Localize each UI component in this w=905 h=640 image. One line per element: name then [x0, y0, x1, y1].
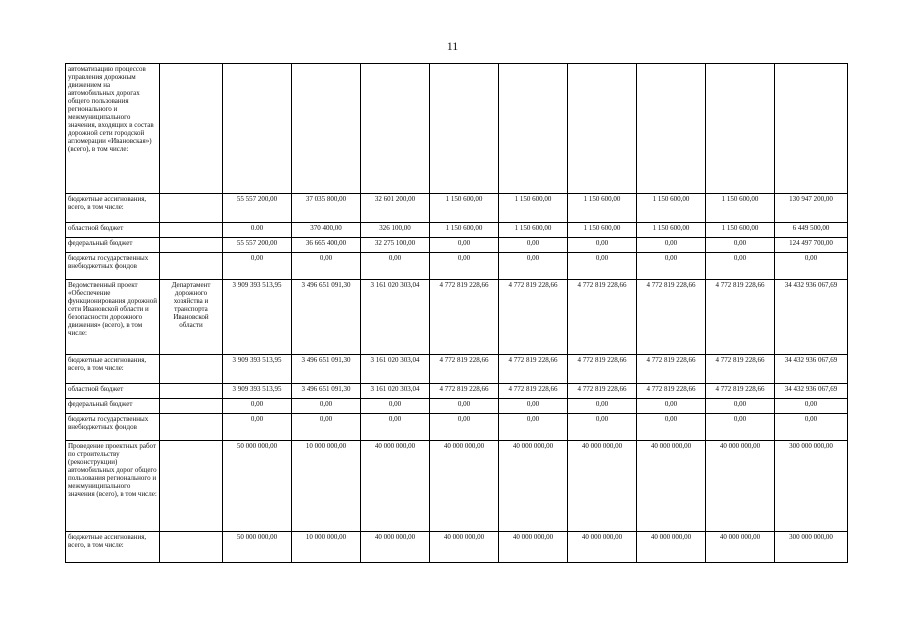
year-value-cell: 4 772 819 228,66	[430, 355, 499, 384]
responsible-executor	[160, 414, 223, 441]
year-value-cell: 0,00	[430, 238, 499, 253]
year-value-cell: 0,00	[706, 238, 775, 253]
year-value-cell: 3 496 651 091,30	[292, 355, 361, 384]
year-value-cell: 4 772 819 228,66	[637, 384, 706, 399]
year-value-cell: 32 601 200,00	[361, 194, 430, 223]
table-row	[66, 355, 848, 384]
total-value-cell: 0,00	[775, 253, 848, 280]
year-value-cell: 40 000 000,00	[637, 441, 706, 532]
year-value-cell: 1 150 600,00	[568, 223, 637, 238]
table-row	[66, 532, 848, 563]
year-value-cell: 0,00	[637, 414, 706, 441]
row-description: бюджеты государственных внебюджетных фондов	[66, 414, 160, 441]
responsible-executor	[160, 384, 223, 399]
year-value-cell: 4 772 819 228,66	[706, 280, 775, 355]
row-description: бюджеты государственных внебюджетных фондов	[66, 253, 160, 280]
year-value-cell: 3 909 393 513,95	[223, 355, 292, 384]
row-description: Ведомственный проект «Обеспечение функционирования дорожной сети Ивановской области и безопасности дорожного движения» (всего), в том числе:	[66, 280, 160, 355]
responsible-executor	[160, 355, 223, 384]
year-value-cell: 1 150 600,00	[430, 223, 499, 238]
year-value-cell: 1 150 600,00	[706, 223, 775, 238]
year-value-cell: 0,00	[706, 414, 775, 441]
budget-table	[65, 63, 848, 563]
year-value-cell: 0,00	[430, 399, 499, 414]
year-value-cell: 0,00	[706, 253, 775, 280]
year-value-cell: 0,00	[430, 414, 499, 441]
year-value-cell: 4 772 819 228,66	[706, 384, 775, 399]
row-description: бюджетные ассигнования, всего, в том числе:	[66, 355, 160, 384]
table-row	[66, 399, 848, 414]
year-value-cell: 4 772 819 228,66	[568, 384, 637, 399]
year-value-cell: 1 150 600,00	[499, 194, 568, 223]
year-value-cell: 40 000 000,00	[706, 532, 775, 563]
year-value-cell: 40 000 000,00	[430, 441, 499, 532]
year-value-cell: 0,00	[499, 253, 568, 280]
year-value-cell: 4 772 819 228,66	[499, 355, 568, 384]
table-row	[66, 384, 848, 399]
responsible-executor	[160, 64, 223, 194]
year-value-cell: 0,00	[292, 399, 361, 414]
year-value-cell: 1 150 600,00	[637, 194, 706, 223]
year-value-cell: 4 772 819 228,66	[706, 355, 775, 384]
row-description: Проведение проектных работ по строительству (реконструкции) автомобильных дорог общего пользования регионального и межмуниципального значения (всего), в том числе:	[66, 441, 160, 532]
year-value-cell: 0,00	[292, 414, 361, 441]
row-description: бюджетные ассигнования, всего, в том числе:	[66, 194, 160, 223]
year-value-cell: 1 150 600,00	[568, 194, 637, 223]
year-value-cell: 40 000 000,00	[499, 532, 568, 563]
year-value-cell: 3 496 651 091,30	[292, 280, 361, 355]
year-value-cell: 40 000 000,00	[637, 532, 706, 563]
year-value-cell: 40 000 000,00	[568, 532, 637, 563]
year-value-cell: 4 772 819 228,66	[568, 355, 637, 384]
year-value-cell: 3 161 020 303,04	[361, 280, 430, 355]
year-value-cell: 3 909 393 513,95	[223, 384, 292, 399]
year-value-cell: 3 496 651 091,30	[292, 384, 361, 399]
year-value-cell: 0,00	[499, 238, 568, 253]
year-value-cell: 1 150 600,00	[637, 223, 706, 238]
responsible-executor	[160, 194, 223, 223]
year-value-cell	[568, 64, 637, 194]
year-value-cell: 4 772 819 228,66	[430, 384, 499, 399]
year-value-cell	[223, 64, 292, 194]
year-value-cell: 3 161 020 303,04	[361, 384, 430, 399]
total-value-cell: 34 432 936 067,69	[775, 280, 848, 355]
year-value-cell: 40 000 000,00	[430, 532, 499, 563]
year-value-cell: 3 909 393 513,95	[223, 280, 292, 355]
year-value-cell: 55 557 200,00	[223, 238, 292, 253]
year-value-cell: 0,00	[223, 253, 292, 280]
year-value-cell: 0,00	[361, 253, 430, 280]
year-value-cell: 0,00	[637, 399, 706, 414]
year-value-cell: 0,00	[637, 253, 706, 280]
table-row	[66, 280, 848, 355]
year-value-cell: 0,00	[568, 399, 637, 414]
year-value-cell: 0,00	[223, 399, 292, 414]
year-value-cell: 0,00	[568, 253, 637, 280]
year-value-cell: 370 400,00	[292, 223, 361, 238]
year-value-cell: 50 000 000,00	[223, 441, 292, 532]
year-value-cell: 40 000 000,00	[499, 441, 568, 532]
year-value-cell: 0.00	[223, 223, 292, 238]
year-value-cell: 40 000 000,00	[568, 441, 637, 532]
year-value-cell: 0,00	[706, 399, 775, 414]
year-value-cell: 40 000 000,00	[706, 441, 775, 532]
total-value-cell: 300 000 000,00	[775, 441, 848, 532]
row-description: областной бюджет	[66, 223, 160, 238]
table-row	[66, 238, 848, 253]
year-value-cell: 37 035 800,00	[292, 194, 361, 223]
year-value-cell: 326 100,00	[361, 223, 430, 238]
table-row	[66, 64, 848, 194]
total-value-cell	[775, 64, 848, 194]
row-description: автоматизацию процессов управления дорожным движением на автомобильных дорогах общего пользования регионального и межмуниципального значения, входящих в состав дорожной сети городской агломерации «Ивановская») (всего), в том числе:	[66, 64, 160, 194]
total-value-cell: 130 947 200,00	[775, 194, 848, 223]
year-value-cell	[292, 64, 361, 194]
year-value-cell: 0,00	[499, 414, 568, 441]
total-value-cell: 300 000 000,00	[775, 532, 848, 563]
year-value-cell: 40 000 000,00	[361, 532, 430, 563]
year-value-cell: 50 000 000,00	[223, 532, 292, 563]
responsible-executor	[160, 253, 223, 280]
year-value-cell: 0,00	[430, 253, 499, 280]
responsible-executor	[160, 238, 223, 253]
year-value-cell: 0,00	[361, 414, 430, 441]
year-value-cell: 1 150 600,00	[706, 194, 775, 223]
year-value-cell: 36 665 400,00	[292, 238, 361, 253]
table-row	[66, 441, 848, 532]
year-value-cell: 0,00	[223, 414, 292, 441]
table-row	[66, 414, 848, 441]
year-value-cell: 4 772 819 228,66	[499, 280, 568, 355]
year-value-cell: 4 772 819 228,66	[637, 355, 706, 384]
year-value-cell	[637, 64, 706, 194]
total-value-cell: 34 432 936 067,69	[775, 384, 848, 399]
total-value-cell: 6 449 500,00	[775, 223, 848, 238]
responsible-executor	[160, 441, 223, 532]
year-value-cell: 4 772 819 228,66	[637, 280, 706, 355]
year-value-cell: 0,00	[292, 253, 361, 280]
table-row	[66, 194, 848, 223]
year-value-cell: 4 772 819 228,66	[568, 280, 637, 355]
year-value-cell: 0,00	[568, 414, 637, 441]
row-description: бюджетные ассигнования, всего, в том числе:	[66, 532, 160, 563]
year-value-cell: 0,00	[568, 238, 637, 253]
table-row	[66, 223, 848, 238]
year-value-cell: 32 275 100,00	[361, 238, 430, 253]
row-description: областной бюджет	[66, 384, 160, 399]
year-value-cell	[430, 64, 499, 194]
row-description: федеральный бюджет	[66, 238, 160, 253]
page-number: 11	[446, 39, 459, 53]
year-value-cell	[499, 64, 568, 194]
total-value-cell: 0,00	[775, 399, 848, 414]
year-value-cell: 1 150 600,00	[430, 194, 499, 223]
table-row	[66, 253, 848, 280]
year-value-cell: 3 161 020 303,04	[361, 355, 430, 384]
year-value-cell	[361, 64, 430, 194]
responsible-executor	[160, 223, 223, 238]
year-value-cell: 10 000 000,00	[292, 532, 361, 563]
year-value-cell: 10 000 000,00	[292, 441, 361, 532]
total-value-cell: 124 497 700,00	[775, 238, 848, 253]
year-value-cell: 4 772 819 228,66	[499, 384, 568, 399]
responsible-executor	[160, 399, 223, 414]
year-value-cell: 1 150 600,00	[499, 223, 568, 238]
year-value-cell	[706, 64, 775, 194]
year-value-cell: 55 557 200,00	[223, 194, 292, 223]
responsible-executor	[160, 532, 223, 563]
year-value-cell: 0,00	[637, 238, 706, 253]
row-description: федеральный бюджет	[66, 399, 160, 414]
year-value-cell: 4 772 819 228,66	[430, 280, 499, 355]
total-value-cell: 34 432 936 067,69	[775, 355, 848, 384]
year-value-cell: 0,00	[361, 399, 430, 414]
responsible-executor: Департамент дорожного хозяйства и транспорта Ивановской области	[160, 280, 223, 355]
year-value-cell: 40 000 000,00	[361, 441, 430, 532]
year-value-cell: 0,00	[499, 399, 568, 414]
total-value-cell: 0,00	[775, 414, 848, 441]
